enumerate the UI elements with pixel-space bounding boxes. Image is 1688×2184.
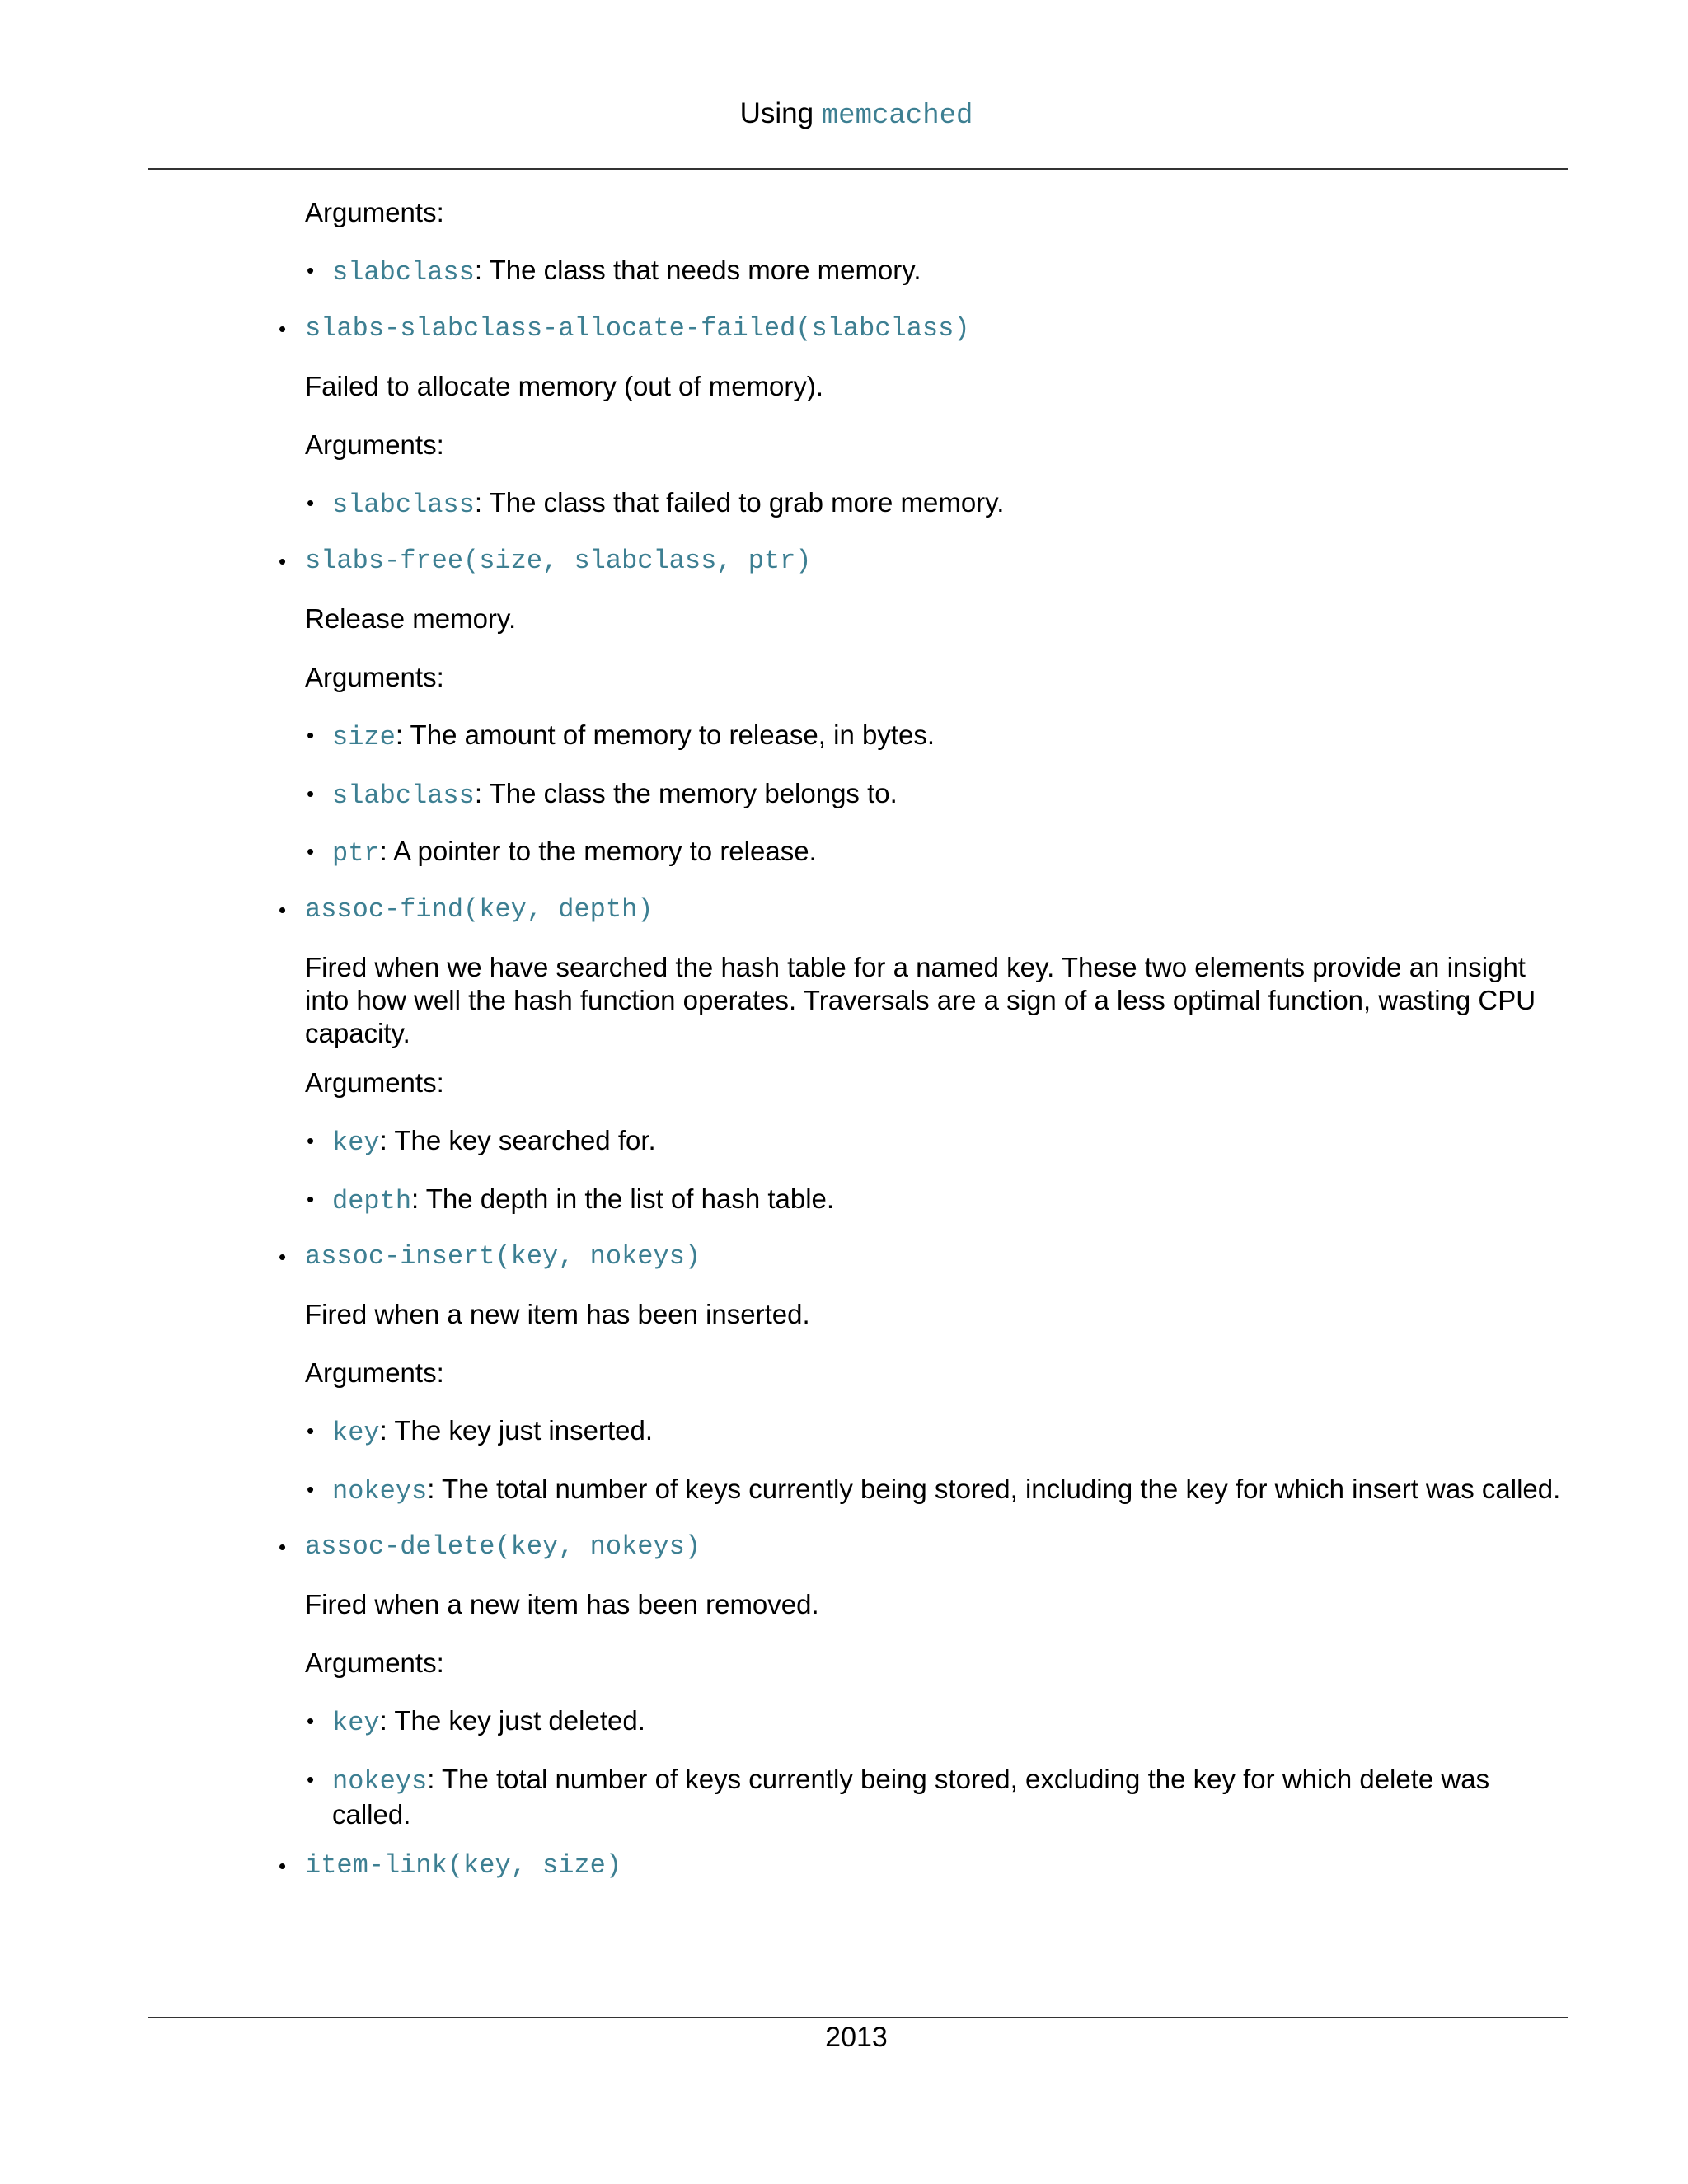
argument-description: : A pointer to the memory to release. bbox=[379, 836, 817, 866]
arguments-label: Arguments: bbox=[305, 1647, 444, 1678]
argument-name: size bbox=[332, 722, 396, 752]
bullet-icon: • bbox=[307, 723, 315, 748]
arguments-label: Arguments: bbox=[305, 197, 444, 227]
bullet-icon: • bbox=[307, 781, 315, 806]
argument-name: ptr bbox=[332, 838, 380, 869]
bullet-icon: • bbox=[307, 839, 315, 864]
argument-description: : The total number of keys currently being stored, excluding the key for which delete was called. bbox=[332, 1764, 1490, 1830]
argument-description: : The depth in the list of hash table. bbox=[411, 1183, 835, 1214]
argument-name: slabclass bbox=[332, 780, 475, 811]
argument-name: key bbox=[332, 1708, 380, 1738]
argument-item bbox=[332, 719, 1568, 754]
argument-description: : The class that needs more memory. bbox=[474, 255, 921, 285]
bullet-icon: • bbox=[307, 1187, 315, 1212]
description-paragraph: Fired when a new item has been inserted. bbox=[305, 1299, 810, 1329]
page-number: 2013 bbox=[825, 2022, 888, 2053]
argument-item bbox=[332, 1704, 1568, 1740]
header-code: memcached bbox=[821, 101, 973, 132]
bullet-icon: • bbox=[279, 1854, 287, 1878]
argument-item bbox=[332, 835, 1568, 870]
argument-name: slabclass bbox=[332, 257, 475, 288]
argument-description: : The total number of keys currently being stored, including the key for which insert was called. bbox=[427, 1474, 1561, 1504]
bullet-icon: • bbox=[279, 549, 287, 574]
probe-signature: assoc-delete(key, nokeys) bbox=[305, 1531, 701, 1562]
arguments-label: Arguments: bbox=[305, 1067, 444, 1098]
argument-description: : The class the memory belongs to. bbox=[474, 778, 898, 808]
description-paragraph: Fired when a new item has been removed. bbox=[305, 1589, 819, 1619]
probe-signature: assoc-insert(key, nokeys) bbox=[305, 1241, 701, 1272]
bullet-icon: • bbox=[307, 1128, 315, 1153]
argument-item bbox=[332, 1414, 1568, 1450]
bullet-icon: • bbox=[307, 1767, 315, 1792]
bullet-icon: • bbox=[307, 258, 315, 283]
description-paragraph: Release memory. bbox=[305, 603, 517, 634]
bullet-icon: • bbox=[307, 1477, 315, 1502]
argument-name: depth bbox=[332, 1186, 412, 1216]
argument-description: : The key just deleted. bbox=[379, 1705, 645, 1736]
argument-name: nokeys bbox=[332, 1476, 428, 1507]
argument-name: slabclass bbox=[332, 490, 475, 520]
argument-item bbox=[332, 777, 1568, 813]
description-paragraph: Fired when we have searched the hash table for a named key. These two elements provide an insight into how well the hash function operates. Traversals are a sign of a less optimal function, wasting CPU capacity. bbox=[305, 952, 1536, 1048]
argument-item bbox=[332, 1124, 1568, 1160]
argument-description: : The key just inserted. bbox=[379, 1415, 653, 1446]
argument-description: : The amount of memory to release, in bytes. bbox=[395, 719, 935, 750]
argument-description: : The class that failed to grab more memory. bbox=[474, 487, 1005, 518]
argument-item bbox=[332, 254, 1568, 289]
probe-signature: slabs-free(size, slabclass, ptr) bbox=[305, 546, 812, 576]
argument-name: key bbox=[332, 1418, 380, 1448]
bullet-icon: • bbox=[307, 1708, 315, 1733]
argument-item bbox=[332, 1183, 1568, 1218]
footer-rule bbox=[148, 2017, 1568, 2018]
probe-signature: item-link(key, size) bbox=[305, 1850, 622, 1881]
bullet-icon: • bbox=[279, 316, 287, 341]
bullet-icon: • bbox=[279, 898, 287, 922]
description-paragraph: Failed to allocate memory (out of memory). bbox=[305, 371, 824, 401]
argument-name: nokeys bbox=[332, 1766, 428, 1797]
header-prefix: Using bbox=[739, 97, 814, 129]
argument-name: key bbox=[332, 1127, 380, 1158]
arguments-label: Arguments: bbox=[305, 1357, 444, 1388]
argument-item bbox=[332, 486, 1568, 522]
bullet-icon: • bbox=[279, 1535, 287, 1559]
bullet-icon: • bbox=[279, 1244, 287, 1269]
probe-signature: assoc-find(key, depth) bbox=[305, 894, 654, 925]
argument-item bbox=[332, 1473, 1568, 1508]
bullet-icon: • bbox=[307, 490, 315, 515]
argument-item bbox=[332, 1763, 1568, 1831]
arguments-label: Arguments: bbox=[305, 662, 444, 692]
arguments-label: Arguments: bbox=[305, 429, 444, 460]
argument-description: : The key searched for. bbox=[379, 1125, 656, 1155]
bullet-icon: • bbox=[307, 1418, 315, 1443]
probe-signature: slabs-slabclass-allocate-failed(slabclass) bbox=[305, 313, 970, 344]
